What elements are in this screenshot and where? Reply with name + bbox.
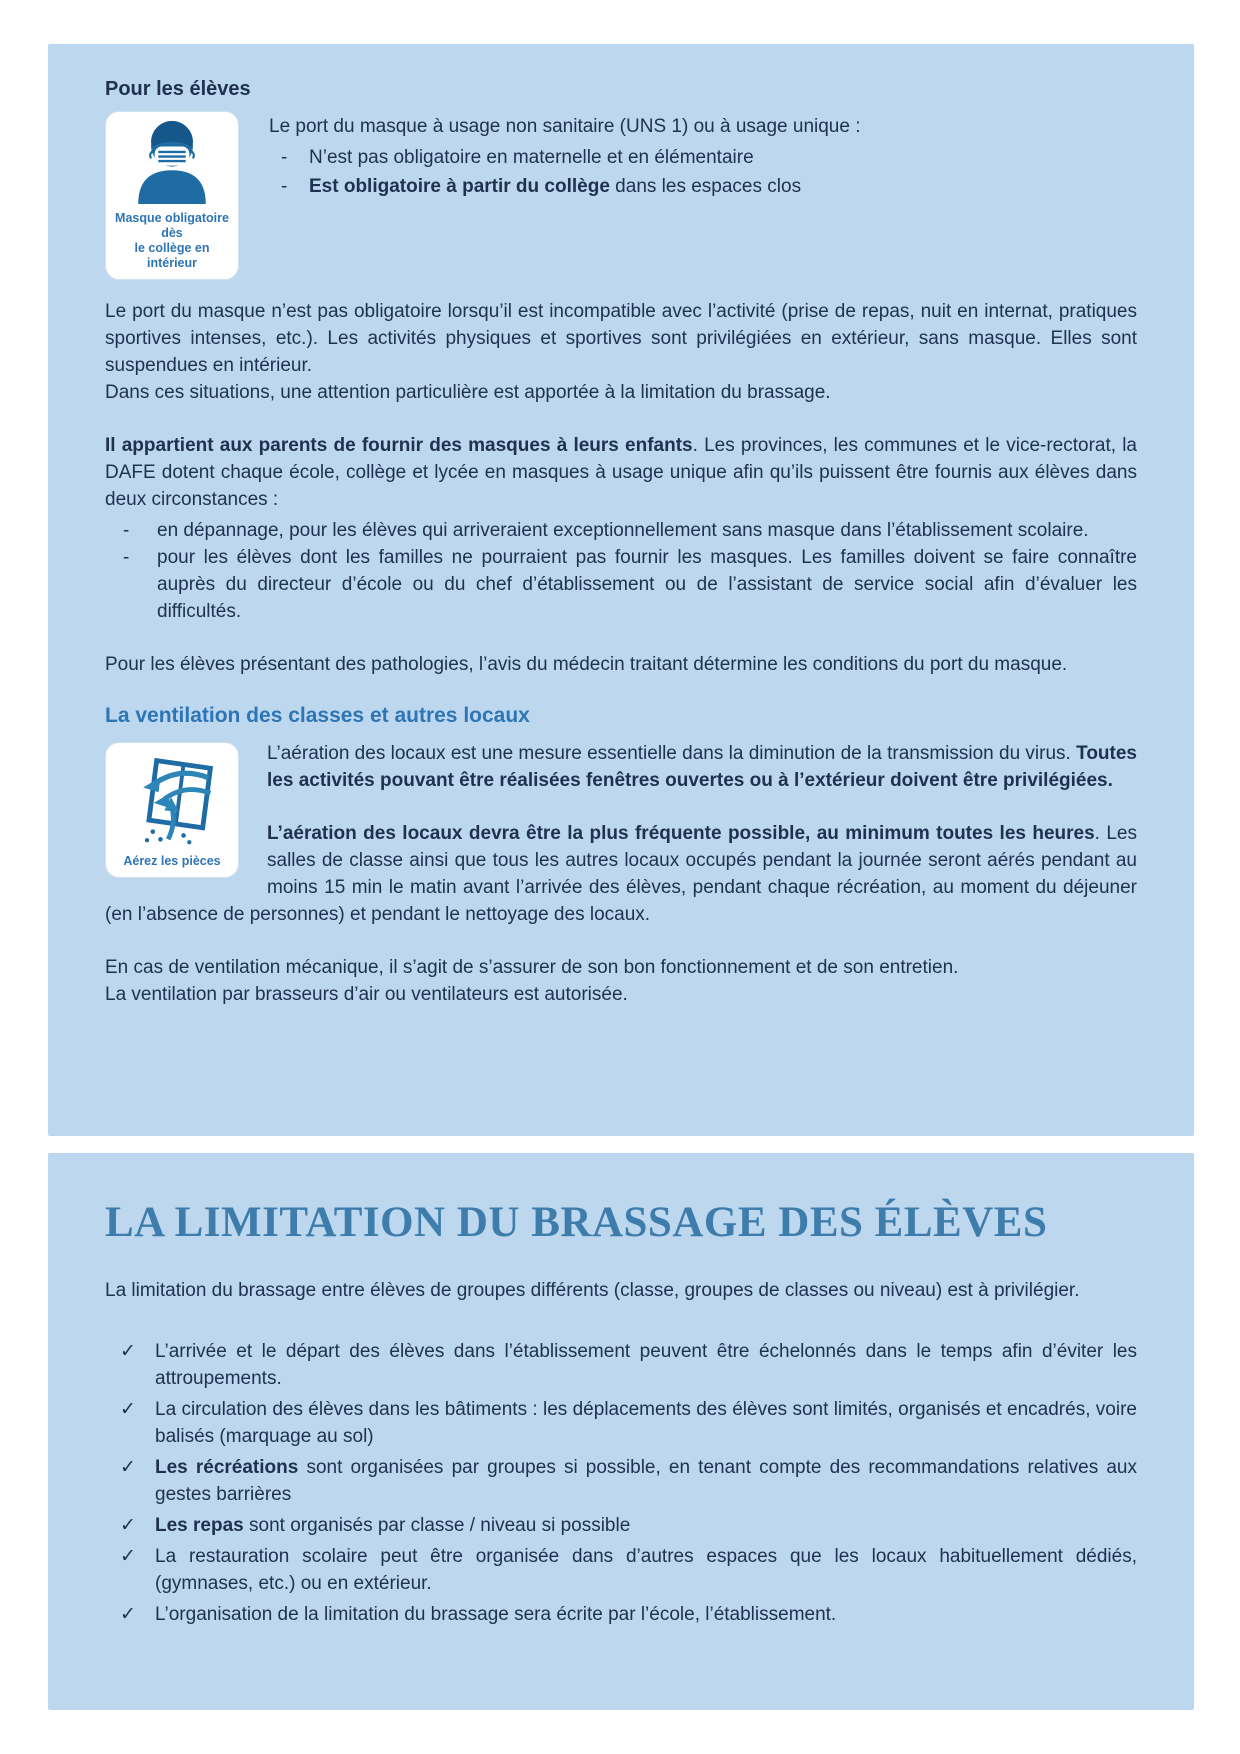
brassage-intro: La limitation du brassage entre élèves de groupes différents (classe, groupes de classes ou niveau) est à privilégier.	[105, 1280, 1080, 1301]
check-item-text: La restauration scolaire peut être organisée dans d’autres espaces que les locaux habituellement dédiés, (gymnases, etc.) ou en extérieur.	[155, 1546, 1137, 1594]
mask-icon-card	[105, 111, 239, 280]
check-item-text: sont organisées par groupes si possible, en tenant compte des recommandations relatives aux gestes barrières	[155, 1457, 1137, 1505]
brassage-checklist	[105, 1338, 1137, 1628]
aeration-bold: Toutes les activités pouvant être réalisées fenêtres ouvertes ou à l’extérieur doivent être privilégiées.	[267, 743, 1137, 791]
check-item-organisation	[105, 1601, 1137, 1628]
paragraph-aeration-frequence	[105, 820, 1137, 928]
paragraph-aeration-essentielle	[105, 740, 1137, 794]
bullet-text: N’est pas obligatoire en maternelle et en élémentaire	[309, 147, 754, 168]
dash-glyph: -	[123, 520, 130, 541]
check-icon: ✓	[120, 1546, 136, 1567]
check-item-text: La circulation des élèves dans les bâtiments : les déplacements des élèves sont limités, organisés et encadrés, voire balisés (marquage au sol)	[155, 1399, 1137, 1447]
check-item-bold: Les récréations	[155, 1457, 299, 1478]
paragraph-masque-non-obligatoire: Le port du masque n’est pas obligatoire lorsqu’il est incompatible avec l’activité (prise de repas, nuit en internat, pratiques sportives intenses, etc.). Les activités physiques et sportives sont privilégiées en extérieur, sans masque. Elles sont suspendues en intérieur.	[105, 301, 1137, 376]
window-airflow-icon	[124, 751, 220, 847]
panel-limitation-brassage	[48, 1153, 1194, 1710]
mask-intro-block	[269, 111, 1137, 201]
ventilation-block	[105, 740, 1137, 928]
check-icon: ✓	[120, 1457, 136, 1478]
mask-bullet-item	[269, 143, 1137, 172]
air-icon-caption: Aérez les pièces	[123, 854, 221, 868]
bullet-text: dans les espaces clos	[609, 176, 802, 197]
paragraph-parents-masques	[105, 432, 1137, 513]
check-item-text: sont organisés par classe / niveau si possible	[243, 1515, 631, 1536]
dash-glyph: -	[281, 147, 288, 168]
check-item-text: L’organisation de la limitation du brassage sera écrite par l’école, l’établissement.	[155, 1604, 837, 1625]
paragraph-parents-bold: Il appartient aux parents de fournir des masques à leurs enfants	[105, 435, 693, 456]
air-icon-card	[105, 742, 239, 878]
panel-masques-ventilation	[48, 44, 1194, 1136]
mask-bullet-item	[269, 172, 1137, 201]
check-item-arrivee	[105, 1338, 1137, 1392]
masked-person-icon	[126, 120, 218, 204]
dash-item-depannage	[105, 517, 1137, 544]
dash-glyph: -	[281, 176, 288, 197]
dash-item-text: pour les élèves dont les familles ne pourraient pas fournir les masques. Les familles doivent se faire connaître auprès du directeur d’école ou du chef d’établissement ou de l’assistant de service social afin d’évaluer les difficultés.	[157, 547, 1137, 622]
paragraph-pathologies: Pour les élèves présentant des pathologies, l’avis du médecin traitant détermine les conditions du port du masque.	[105, 654, 1068, 675]
paragraph-parents-rest: . Les provinces, les communes et le vice-rectorat, la DAFE dotent chaque école, collège et lycée en masques à usage unique afin qu’ils puissent être fournis aux élèves dans deux circonstances :	[105, 435, 1138, 510]
dash-item-text: en dépannage, pour les élèves qui arriveraient exceptionnellement sans masque dans l’établissement scolaire.	[157, 520, 1089, 541]
paragraph-brassage-attention: Dans ces situations, une attention particulière est apportée à la limitation du brassage.	[105, 382, 831, 403]
mask-bullet-list	[269, 143, 1137, 201]
brassage-title: LA LIMITATION DU BRASSAGE DES ÉLÈVES	[105, 1199, 1048, 1246]
dash-glyph: -	[123, 547, 130, 568]
dash-item-familles	[105, 544, 1137, 625]
paragraph-ventilation-mecanique: En cas de ventilation mécanique, il s’agit de s’assurer de son bon fonctionnement et de son entretien.	[105, 957, 959, 978]
mask-row	[105, 111, 1137, 280]
check-item-restauration	[105, 1543, 1137, 1597]
check-item-circulation	[105, 1396, 1137, 1450]
check-item-bold: Les repas	[155, 1515, 244, 1536]
aeration-normal: L’aération des locaux est une mesure essentielle dans la diminution de la transmission du virus.	[267, 743, 1077, 764]
section-heading-pour-les-eleves: Pour les élèves	[105, 78, 251, 100]
check-icon: ✓	[120, 1341, 136, 1362]
paragraph-brasseurs-air: La ventilation par brasseurs d’air ou ventilateurs est autorisée.	[105, 984, 628, 1005]
section-heading-ventilation: La ventilation des classes et autres locaux	[105, 704, 530, 727]
check-item-text: L’arrivée et le départ des élèves dans l’établissement peuvent être échelonnés dans le temps afin d’éviter les attroupements.	[155, 1341, 1137, 1389]
check-item-recreations	[105, 1454, 1137, 1508]
check-icon: ✓	[120, 1515, 136, 1536]
bullet-text-bold: Est obligatoire à partir du collège	[309, 176, 610, 197]
mask-intro-text: Le port du masque à usage non sanitaire (UNS 1) ou à usage unique :	[269, 116, 861, 137]
check-item-repas	[105, 1512, 1137, 1539]
mask-icon-caption-line1: Masque obligatoire dès	[115, 211, 229, 240]
frequence-bold: L’aération des locaux devra être la plus fréquente possible, au minimum toutes les heures	[267, 823, 1095, 844]
frequence-rest: . Les salles de classe ainsi que tous les autres locaux occupés pendant la journée seront aérés pendant au moins 15 min le matin avant l’arrivée des élèves, pendant chaque récréation, au moment du déjeuner (en l’absence de personnes) et pendant le nettoyage des locaux.	[105, 823, 1137, 925]
mask-icon-caption-line2: le collège en intérieur	[134, 241, 210, 270]
check-icon: ✓	[120, 1604, 136, 1625]
check-icon: ✓	[120, 1399, 136, 1420]
